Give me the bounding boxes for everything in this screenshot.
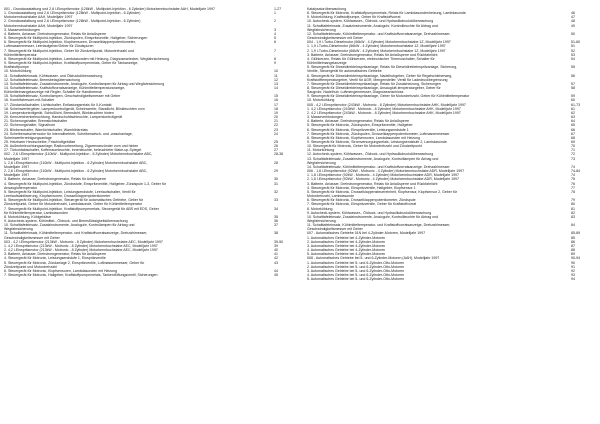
toc-entry-page: 65 (571, 123, 575, 128)
toc-entry-page: 36 (274, 218, 278, 223)
toc-entry-title: 19. Lampenkontrollgerät, Schlußlicht, Bremslicht, Blinkleuchten hinten (4, 110, 114, 115)
toc-entry-title: Wegfahrsicherung (307, 218, 336, 223)
toc-entry-page: 74 (571, 164, 575, 169)
toc-entry-title: 8. Steuergerät für Motronic, Kraftstoffpumpenrelais, Relais für Lambdasondenheizung, Lambdasonde (307, 11, 466, 16)
toc-entry-title: Geschwindigkeitsmesser mit Geber (307, 227, 363, 232)
toc-entry-title: Ansaugluftemperatur (4, 185, 37, 190)
toc-entry-page: 61 (571, 106, 575, 111)
toc-entry-title: 1. Automatisches Getriebe bei 4-Zylinder-Motoren (307, 235, 386, 240)
toc-entry-title: 6. Steuergerät für Multipoint-Injektion, Steuergerät für automatisches Getriebe, Geber für (4, 198, 144, 203)
toc-entry-page: 9 (274, 61, 276, 66)
toc-entry-title: 9. Steuergerät für Multipoint-Injektion, Kraftstoffpumpenrelais, Geber für Tankanzeige, (4, 61, 139, 66)
toc-entry-title: 4. Glühkerzen, Relais für Glühkerzen, elektronischer Thermoschalter, Schalter für (307, 56, 435, 61)
toc-entry-title: 3. Batterie, Anlasser, Drehstromgenerator, Relais für Anlaßsperre (4, 177, 107, 182)
toc-entry-title: Motorkennbuchstabe AAH, Modelljahr 1997 (4, 23, 73, 28)
toc-entry-title: 2. 4,2 l-Einspritzmotor (243kW - Motronic - 8 Zylinder) Motorkennbuchstabe AHK, Modelljahr 1997 (307, 110, 461, 115)
toc-entry-title: 3. Masseverbindungen (307, 115, 343, 120)
toc-entry-page: 12 (274, 77, 278, 82)
toc-entry-page: 83 (571, 214, 575, 219)
toc-entry-title: 003 - 4,2 l-Einspritzmotor (213kW - Motronic - 8 Zylinder) Motorkennbuchstabe AEC, Modelljahr 1997 (4, 239, 163, 244)
toc-entry-page: 58 (571, 85, 575, 90)
toc-entry-page: 25 (274, 140, 278, 144)
toc-entry-page: 16 (274, 98, 278, 103)
toc-entry-title: 20. Kennzeichenbeleuchtung, Handschuhfachleuchte, Lampenkontrollgerät (4, 115, 123, 120)
toc-entry-title: 12. Schalttafeleinsatz, Bremsbelagüberwachung (4, 77, 80, 82)
toc-entry-title: 4. Steuergerät für Multipoint-Injektion, Zündsstufe, Einspritzventile, Hallgeber, Zündspule 1-3, Geber für (4, 181, 167, 186)
toc-entry-page: 19 (274, 110, 278, 115)
toc-entry-page: 34 (274, 206, 278, 211)
toc-entry-title: 8. Motorkühlung, Kühlgebläse (4, 214, 51, 219)
toc-right-column (307, 7, 593, 281)
toc-entry-title: 6. Steuergerät für Dieseldirekteinspritzanlage, Nadelhubgeber, Geber für Regelschieberweg, (307, 73, 453, 78)
toc-entry-title: 11. Schalttafeleinsatz, Zusatzinstrumente, Analoguhr, Kontrollleuchte für Airbag und (307, 23, 438, 28)
toc-entry-title: Modelljahr 1997 (4, 173, 30, 178)
toc-entry-title: 8. Steuergerät für Dieseldirekteinspritzanlage, Ansaugluft-temperaturgeber, Geber für (307, 85, 441, 90)
toc-entry-title: 5. Steuergerät für Motronic, Zündanlage 2, Einspritzventile, Luftmassenmesser, Geber für (4, 260, 145, 265)
toc-entry-title: Motorkennbuchstabe AAH, Modelljahr 1997 (4, 15, 73, 20)
toc-entry-title: 1. 4,2 l-Einspritzmotor (243kW - Motronic - 8 Zylinder) Motorkennbuchstabe AHK, Modelljahr 1997 (307, 106, 461, 111)
toc-entry-title: 004 - 1,9 l-Turbo-Dieselmotor (66kW - 4 Zylinder) Motorkennbuchstabe 1Z, Modelljahr 1997 (307, 40, 451, 45)
toc-entry-page: 67 (571, 131, 575, 136)
toc-entry-page: 27 (274, 148, 278, 153)
toc-entry-title: 10. Motorkühlung (4, 69, 32, 74)
toc-entry-page: 11 (274, 73, 278, 78)
toc-entry-page: 17 (274, 102, 278, 107)
toc-entry-title: 8. Steuergerät für Motronic, Klopfsensoren, Lambdasonden mit Heizung (307, 135, 420, 140)
toc-entry-title: 15. Schalttafeleinsatz, Kontrollampen, Geschwindigkeitsmesser mit Geber (4, 94, 121, 99)
toc-entry-page: 85-89 (571, 231, 581, 236)
toc-entry-page: 28-38 (274, 152, 284, 157)
toc-entry-title: 22. Sicherungshalter, Signalhorn (4, 123, 56, 128)
toc-entry-title: 4. Automatisches Getriebe bei 4-Zylinder-Motoren (307, 248, 386, 253)
toc-entry-title: 2. 2,6 l-Einspritzmotor (110kW - Multipoint-Injektion - 6 Zylinder) Motorkennbuchstabe ABC, (4, 169, 148, 174)
toc-entry-title: Luftmassenmesser, Leerlaufgeber/Geber für Zündspuren (4, 44, 94, 49)
toc-entry-title: 5. Steuergerät für Multipoint-Injektion, Leistungsendstufe, Leerlaufschalter, Ventil für (4, 189, 136, 194)
toc-entry-page: 20 (274, 115, 278, 120)
toc-entry-title: 1. 2,6 l-Einspritzmotor (110kW - Multipoint-Injektion - 6 Zylinder) Motorkennbuchstabe ABC, (4, 160, 148, 165)
toc-entry-page: 68 (571, 135, 575, 140)
toc-entry-title: Kraftstofftemperaturgeber, Ventil für AGR, Mengensteller, Ventil für Ladedruckbegrenzung (307, 77, 448, 82)
toc-entry-title: 14. Schalttafeleinsatz, Kraftstoffvorratsanzeige, Kühlmitteltemperaturanzeige, (4, 85, 126, 90)
toc-entry-page: 90 (571, 260, 575, 265)
toc-entry-page: 41 (274, 252, 278, 257)
toc-entry-title: für Kühlmitteltemperatur, Lambdasonden (4, 210, 69, 215)
toc-entry-title: 6. Steuergerät für Motronic, Klopfsensoren, Lambdasonden mit Heizung (4, 268, 117, 273)
toc-entry-title: 9. Autocheck-system, Kühlmittel-, Öldruck- und Bremsflüssigkeitsüberwachung (4, 218, 128, 223)
toc-entry-page: 48 (571, 19, 575, 24)
toc-entry-page: 86 (571, 239, 575, 244)
toc-entry-title: Katalysatorüberwachung (307, 7, 347, 11)
toc-entry-page: 42 (274, 256, 278, 261)
toc-left-column (4, 7, 296, 277)
toc-entry-title: 11. Motorkühlung (307, 148, 335, 153)
toc-entry-title: 4. Steuergerät für Motronic, Einspritzventile, Hallgeber, Klopfsensor 1 (307, 185, 416, 190)
toc-entry-page: 70 (571, 144, 575, 149)
toc-entry-page: 81 (571, 206, 575, 211)
toc-entry-title: 10. Schalttafeleinsatz, Zusatzinstrumente, Analoguhr, Kontrollampen für Airbag und (4, 223, 135, 228)
toc-entry-page: 24 (274, 131, 278, 136)
toc-entry-page: 43 (274, 260, 278, 265)
toc-entry-page: 3 (274, 27, 276, 32)
toc-entry-page: 33 (274, 198, 278, 203)
toc-entry-page: 71 (571, 148, 575, 153)
toc-entry-title: Modelljahr 1997 (4, 164, 30, 169)
toc-entry-title: 3. Automatisches Getriebe bei 5- und 6-Zylinder-Otto-Motoren (307, 268, 405, 273)
toc-entry-page: 1-27 (274, 7, 282, 11)
toc-entry-page: 60 (571, 98, 575, 103)
toc-entry-title: Saugrohr, Nadelhub, Luftmengenmesser, Diagnoseanschluss (307, 90, 404, 95)
toc-entry-page: 89 (571, 252, 575, 257)
toc-entry-title: 3. Batterie, Anlasser, Drehstromgenerator, Relais für Anlaßsperre und Rückfahrlicht (307, 181, 438, 186)
toc-entry-page: 26 (274, 144, 278, 149)
toc-entry-page: 39 (274, 243, 278, 248)
toc-entry-page: 13 (274, 81, 278, 86)
toc-entry-title: 7. Steuergerät für Motronic, Hallgeber, Kraftstoffpumpenrelais, Tankentlüftungsventil, Sicherungen (4, 273, 158, 277)
toc-entry-title: Modelljahr 1997 (4, 156, 30, 161)
toc-entry-title: 24. Scheibenwischermotor für Intervallbetrieb, Scheibenwisch- und -waschanlage, (4, 131, 133, 136)
toc-entry-page: 52 (571, 48, 575, 53)
toc-entry-page: 56 (571, 73, 575, 78)
toc-entry-page: 5 (274, 36, 276, 41)
toc-entry (307, 277, 593, 281)
toc-entry-page: 44 (274, 268, 278, 273)
toc-entry-page: 28 (274, 160, 278, 165)
toc-entry-title: 5. Steuergerät für Motronic, Drosselklappensteuereinheit, Klopfsensor, Klopfsensor 2, Geber für (307, 189, 458, 194)
toc-entry-page: 4 (274, 31, 276, 36)
toc-entry-page: 84 (571, 223, 575, 228)
toc-entry-page: 92 (571, 268, 575, 273)
toc-entry-title: 4. Steuergerät für Motronic, Leistungsendstufe 1, Einspritzventile (4, 256, 106, 261)
toc-entry-title: 3. Batterie, Anlasser, Drehstromgenerator, Relais für Anlaßsperre (4, 252, 107, 257)
toc-entry-title: Geschwindigkeitsmesser mit Geber (4, 235, 60, 240)
toc-entry-page: 22 (274, 123, 278, 128)
toc-entry-title: 002 - 2,6 l-Einspritzmotor (110kW - Multipoint-Injektion - 6 Zylinder) Motorkennbuchstabe ABC, (4, 152, 153, 157)
toc-entry-page: 47 (571, 15, 575, 20)
toc-entry-title: 26. Außenbeleuchtungsanlage; Radiovorbereitung, Zigarrenanzünder vorn und hinten (4, 144, 139, 149)
toc-entry-title: 7. Steuergerät für Motronic, Einspritzventile, Geber für Kraftstoffvorrat (307, 202, 417, 207)
toc-entry-title: 17. Zündanlaßschalter, Lichtschalter, Entlastungsrelais für X-Kontakt (4, 102, 112, 107)
toc-entry-title: Wegfahrsicherung (307, 160, 336, 165)
toc-entry-page: 6 (274, 40, 276, 45)
toc-entry-title: 005 - 4,2 l-Einspritzmotor (243kW - Motronic - 8 Zylinder) Motorkennbuchstabe AHK, Modelljahr 1997 (307, 102, 466, 107)
toc-entry-page: 39-50 (274, 239, 284, 244)
toc-entry-title: Kühlmitteltemperatur (4, 52, 37, 57)
toc-entry-title: 7. Steuergerät für Multipoint-Injektion, Geber für Zündzeitpunkt, Motordrehzahl und (4, 48, 134, 53)
toc-entry-page: 80 (571, 202, 575, 207)
toc-entry-title: 12. Schalttafeleinsatz, Kühlmitteltemperatur- und Kraftstoffvorratsanzeige, Drehzahlmesser, (307, 31, 451, 36)
toc-entry-page: 93 (571, 273, 575, 277)
toc-entry-page: 77 (571, 185, 575, 190)
toc-entry-page: 74 (571, 173, 575, 178)
toc-entry-page: 78 (571, 189, 575, 194)
toc-entry-title: Scheinwerferreinigungsanlage (4, 135, 52, 140)
toc-entry-title: 21. Sicherungshalter, Bremslichtschalter (4, 119, 68, 124)
toc-entry-title: Geschwindigkeitsmesser mit Geber (307, 36, 363, 41)
toc-entry-title: 3. Automatisches Getriebe bei 4-Zylinder-Motoren (307, 243, 386, 248)
toc-entry-title: 006 - 1,8 l-Einspritzmotor (92kW - Motronic - 4 Zylinder) Motorkennbuchstabe ADR, Modelljahr 1997 (307, 169, 465, 174)
toc-entry-page: 76 (571, 181, 575, 186)
toc-entry-page: 14 (274, 85, 278, 90)
toc-entry-page: 88 (571, 248, 575, 253)
toc-entry-page: 7 (274, 48, 276, 53)
toc-entry-page: 91 (571, 264, 575, 269)
toc-entry-page: 50 (571, 31, 575, 36)
toc-entry-title: Ventile, Steuergerät für automatisches Getriebe (307, 69, 382, 74)
toc-entry-page: 55 (571, 65, 575, 70)
toc-entry-page: 30 (274, 177, 278, 182)
toc-entry-title: 5. Steuergerät für Motronic, Zündspulen, Einspritzventile, Hallgeber (307, 123, 413, 128)
toc-entry-title: 7. Steuergerät für Motronic, Zündspulen, Drosselklappenpotentiometer, Luftmassenmesser (307, 131, 450, 136)
toc-entry-title: 4. Automatisches Getriebe bei 5- und 6-Zylinder-Otto-Motoren (307, 273, 405, 277)
toc-entry-title: 007 - Automatisches Getriebe 01N bei 4-Zylinder-Motoren, Modelljahr 1997 (307, 231, 426, 236)
toc-entry-title: 9. Steuergerät für Motronic, Stromversorgungsrelais, Leistungsendstufe 2, Lambdasonde (307, 140, 447, 144)
toc-entry-page: 35 (274, 214, 278, 219)
toc-entry-page: 62 (571, 110, 575, 115)
toc-entry-title: 12. Autocheck-system, Kühlwasser-, Öldruck- und Hydraulikdruckdüberwachung (307, 152, 434, 157)
toc-entry-title: 5. Automatisches Getriebe bei 4-Zylinder-Motoren (307, 252, 386, 257)
toc-entry-title: 6. Steuergerät für Multipoint-Injektion, Klopfsensoren, Drosselklappenpotentiometer, (4, 40, 136, 45)
toc-entry-page: 46 (571, 11, 575, 16)
toc-entry-page: 49 (571, 23, 575, 28)
toc-entry-page: 57 (571, 81, 575, 86)
toc-entry-title: 8. Steuergerät für Multipoint-Injektion, Lambdasonden mit Heizung, Diagnoseselecker, Wegfahrsicherung (4, 56, 169, 61)
toc-entry-title: 1. Automatisches Getriebe bei 5- und 6-Zylinder-Otto-Motoren (307, 260, 405, 265)
toc-entry-title: 11. Schalttafeleinsatz, Kühlmitteltemperatur- und Kraftstoffvorratsanzeige, Drehzahlmesser, (4, 231, 148, 236)
toc-entry-page: 53 (571, 52, 575, 57)
toc-entry (4, 273, 296, 277)
toc-entry-title: 1. 4,2 l-Einspritzmotor (213kW - Motronic - 8 Zylinder) Motorkennbuchstabe AEC, Modelljahr 1997 (4, 243, 158, 248)
toc-entry-page: 23 (274, 127, 278, 132)
toc-entry-title: 5. Steuergerät für Multipoint-Injektion, Zündspulen, Einspritzventile, Hallgeber, Sicherungen (4, 36, 148, 41)
toc-entry-page: 82 (571, 210, 575, 215)
toc-entry-page: 63 (571, 115, 575, 120)
toc-entry-page: 69 (571, 140, 575, 144)
toc-entry-page: 51 (571, 44, 575, 49)
toc-entry-title: 13. Schalttafeleinsatz, Zusatzinstrumente, Analoguhr, Kontrolllampen für Airbag und (307, 156, 439, 161)
toc-entry-title: 008 - Automatisches Getriebe bei 5- und 6-Zylinder-Motoren (AAH), Modelljahr 1997 (307, 256, 440, 261)
toc-entry-page: 18 (274, 106, 278, 111)
toc-entry-title: 2. Automatisches Getriebe bei 4-Zylinder-Motoren (307, 239, 386, 244)
toc-entry-title: 9. Steuergerät für Dieseldirekteinspritzanlage, Geber für Motordrehzahl, Geber für Kühlmitteltemperatur (307, 94, 470, 99)
toc-entry-title: 4. Batterie, Anlasser, Drehstromgenerator, Relais für Anlaßsperre (4, 31, 107, 36)
toc-entry-title: 7. Steuergerät für Dieseldirekteinspritzanlage, Relais für Zusatzheizung, Sicherungen (307, 81, 441, 86)
toc-entry-page: 94 (571, 277, 575, 282)
toc-entry-title: 23. Blinkerschalter, Warnlichtschalter, Warnblinkrelais (4, 127, 88, 132)
toc-entry-title: 9. Autocheck-system, Kühlwasser-, Öldruck- und Hydraulikdruckdüberwachung (307, 210, 432, 215)
toc-entry-title: Kühlmittelmangelanzeige mit Regler, Schalter für Handbremse (4, 90, 102, 95)
toc-entry-page: 1 (274, 11, 276, 16)
toc-entry-page: 15 (274, 94, 278, 99)
toc-entry-page: 29 (274, 169, 278, 174)
toc-entry-page: 79 (571, 198, 575, 203)
toc-entry-title: 2. Automatisches Getriebe bei 5- und 6-Zylinder-Otto-Motoren (307, 264, 405, 269)
toc-entry-title: 2. 1,9 l-Turbo-Dieselmotor (66kW - 4 Zylinder) Motorkennbuchstabe 1Z, Modelljahr 1997 (307, 48, 446, 53)
toc-entry-title: 2. 4,2 l-Einspritzmotor (213kW - Motronic - 8 Zylinder) Motorkennbuchstabe AEC, Modelljahr 1997 (4, 248, 158, 253)
toc-entry-page: 21 (274, 119, 278, 124)
toc-entry-title: Zündzeitpunkt und Motordrehzahl (4, 264, 57, 269)
toc-entry-title: 7. Steuergerät für Multipoint-Injektion, Kraftstoffpumpenrelais, Steuergerät für ABS mit EDS, Geber (4, 206, 159, 211)
toc-entry-title: 3. Batterie, Anlasser, Drehstromgenerator, Relais für Anlaßsperre und Rückfahrlicht (307, 52, 438, 57)
toc-entry-page: 75 (571, 177, 575, 182)
toc-entry-title: 10. Motorkühlung (307, 98, 335, 103)
toc-entry-page: 72 (571, 152, 575, 157)
toc-entry-title: 2. 1,8 l-Einspritzmotor (92kW - Motronic - 4 Zylinder) Motorkennbuchstabe ADR, Modelljahr 1997 (307, 177, 459, 182)
toc-entry-page: 73 (571, 156, 575, 161)
toc-entry-title: 11. Schalttafeleinsatz, Kühlmitteltemperatur- und Kraftstoffvorratsanzeige, Drehzahlmesser, (307, 223, 451, 228)
toc-entry-page: 74-84 (571, 169, 581, 174)
toc-entry-title: Zündzeitpunkt, Geber für Motordrehzahl, Lambdasonde, Geber für Kühlmitteltemperatur (4, 202, 143, 207)
toc-entry-page: 37 (274, 223, 278, 228)
toc-entry-title: 1. 1,8 l-Einspritzmotor (92kW - Motronic - 4 Zylinder) Motorkennbuchstabe ADR, Modelljahr 1997 (307, 173, 459, 178)
toc-entry-page: 38 (274, 231, 278, 236)
toc-entry-page: 40 (274, 248, 278, 253)
toc-entry-title: 18. Scheinwerfergeber, Lampenkontrollgerät, Scheinwerfer, Standlicht, Blinkleuchten vorn (4, 106, 145, 111)
toc-entry-title: 8. Motorkühlung (307, 206, 333, 211)
toc-entry-page: 51-60 (571, 40, 581, 45)
toc-entry-page: 61-73 (571, 102, 581, 107)
toc-entry-title: Kühlmittelmangelanzeige (307, 61, 347, 66)
toc-entry-title: Wegfahrsicherung (4, 227, 33, 232)
toc-entry-title: 6. Steuergerät für Motronic, Drosselklappenpotentiometer, Zündspule (307, 198, 416, 203)
toc-entry-title: 27. Türkontaktschalter, Kofferraumleuchte, Innenleuchte, beleuchteter Make-up-Spiegel (4, 148, 142, 153)
toc-entry-title: 25. Heizbarer Heckscheibe, Frischluftgebläse (4, 140, 76, 144)
toc-entry-page: 66 (571, 127, 575, 132)
toc-entry-title: Kraftstoffpumpe (4, 65, 29, 70)
toc-entry-title: 13. Schalttafeleinsatz, Zusatzinstrumente, Analoguhr, Kontrollampen für Airbag und Wegfahrsicherung (4, 81, 165, 86)
toc-entry-title: 10. Steuergerät für Motronic, Geber für Motordrehzahl und Zündzeitpunkt (307, 144, 422, 149)
toc-entry-title: Leerlaufstabilisierung, Klopfsensoren, Drosselklappenpotentiometer (4, 194, 111, 199)
toc-entry-page: 90-94 (571, 256, 581, 261)
toc-entry-title: 9. Motorkühlung, Kraftstoffpumpe, Geber für Kraftstoffvorrat (307, 15, 401, 20)
toc-entry-page: 54 (571, 56, 575, 61)
toc-entry-title: 10. Autocheck-system, Kühlwasser-, Öldruck- und Hydraulikdruckdüberwachung (307, 19, 434, 24)
toc-entry-title: Motordrehzahl, Lambdasonde (307, 194, 355, 199)
toc-entry-page: 59 (571, 94, 575, 99)
toc-entry-page: 87 (571, 243, 575, 248)
toc-entry-page: 85 (571, 235, 575, 240)
toc-entry-title: 2. Grundausstattung und 2,6 l-Einspritzmotor (128kW - Multipoint-Injektion - 6 Zylinder) (4, 19, 141, 24)
toc-entry-title: 11. Schalttafeleinsatz, Kühlwasser- und Öldruckdüberwachung (4, 73, 103, 78)
toc-entry-title: 16. Kombifahrrsuer-mit-Schalter (4, 98, 55, 103)
toc-entry-title: Wegfahrsicherung (307, 27, 336, 32)
toc-entry-page: 2 (274, 19, 276, 24)
toc-entry-title: 14. Schalttafeleinsatz, Kühlmitteltemperatur- und Kraftstoffvorratsanzeige, Drehzahlmesser (307, 164, 450, 169)
toc-entry-page: 64 (571, 119, 575, 124)
toc-entry-page: 10 (274, 69, 278, 74)
toc-entry-page: 45 (274, 273, 278, 277)
toc-entry-title: 001 - Grundausstattung und 2,6 l-Einspritzmotor (128kW - Multipoint-Injektion - 6 Zylinder) Motorkennbuchstabe AAH, Modelljahr 1997 (4, 7, 215, 11)
toc-entry-title: 5. Automatisches Getriebe bei 5- und 6-Zylinder-Otto-Motoren (307, 277, 405, 282)
toc-entry-title: 4. Batterie, Anlasser, Drehstromgenerator, Relais für Anlaßsperre (307, 119, 410, 124)
toc-entry-title: 5. Steuergerät für Dieseldirekteinspritzanlage, Relais für Dieseldirekteinspritzanlage, Sicherung, (307, 65, 458, 70)
toc-entry-page: 32 (274, 189, 278, 194)
toc-entry-page: 31 (274, 181, 278, 186)
toc-entry-title: 1. Grundausstattung und 2,6 l-Einspritzmotor (128kW - Multipoint-Injektion - 6 Zylinder) (4, 11, 141, 16)
toc-entry-title: 1. 1,9 l-Turbo-Dieselmotor (66kW - 4 Zylinder) Motorkennbuchstabe 1Z, Modelljahr 1997 (307, 44, 446, 49)
toc-entry-page: 8 (274, 56, 276, 61)
toc-entry-title: 10. Schalttafeleinsatz, Zusatzinstrumente, Analoguhr, Kontrollleuchte für Airbag und (307, 214, 439, 219)
toc-entry-title: 6. Steuergerät für Motronic, Einspritzventile, Leistungsendstufe 1 (307, 127, 409, 132)
toc-entry-title: 3. Masseverbindungen (4, 27, 40, 32)
